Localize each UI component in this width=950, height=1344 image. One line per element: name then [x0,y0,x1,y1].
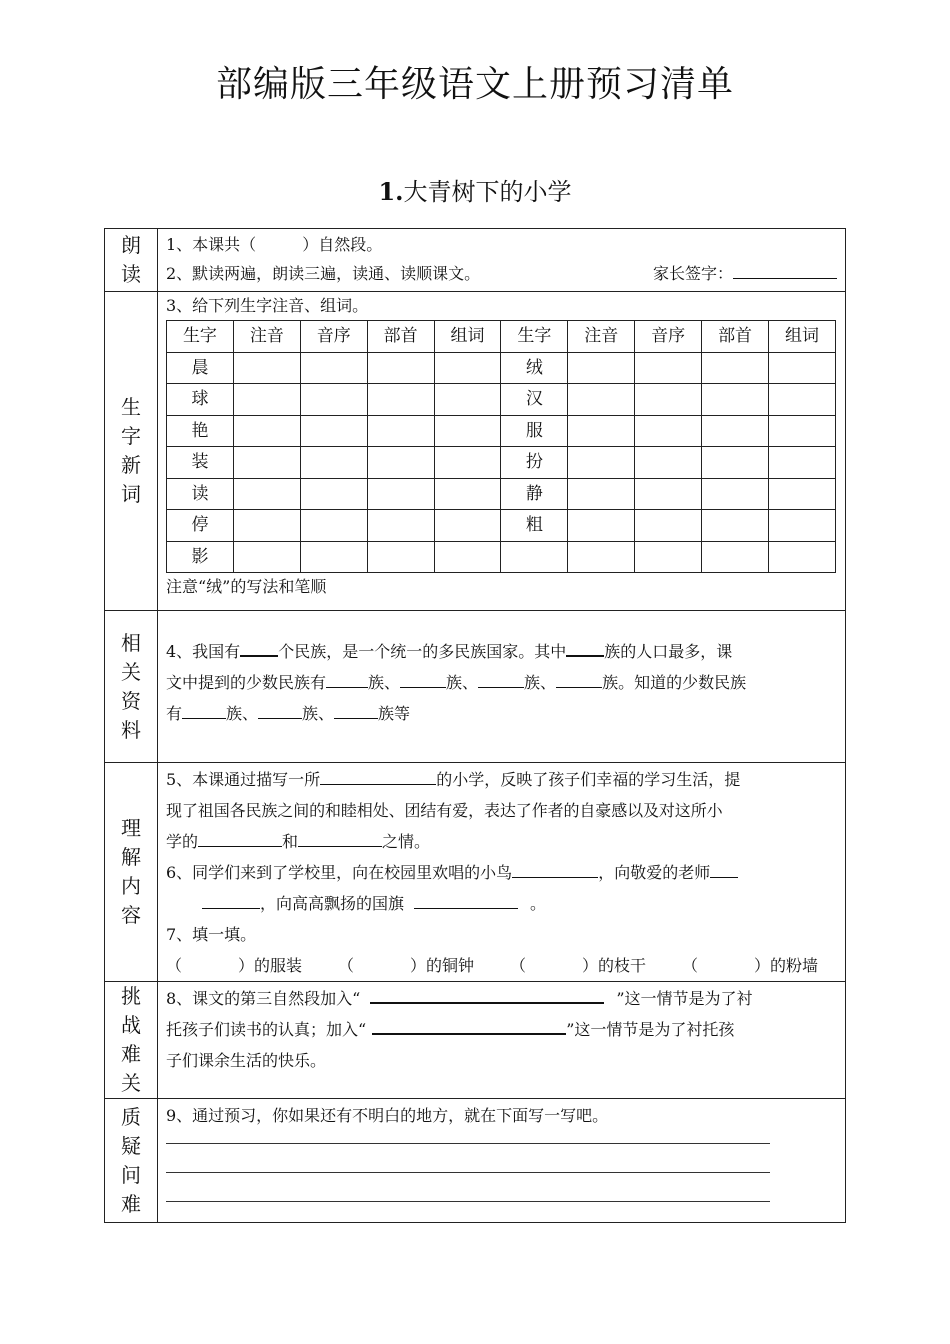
pinyin-cell[interactable] [233,478,300,510]
section-chars [105,292,846,611]
pinyin-cell[interactable] [568,541,635,573]
radical-cell[interactable] [702,352,769,384]
char-cell: 停 [167,510,234,542]
section-label-chars: 生字新词 [105,292,158,611]
order-cell[interactable] [300,447,367,479]
col-header: 生字 [501,321,568,353]
table-row [167,510,836,542]
pinyin-cell[interactable] [233,541,300,573]
order-cell[interactable] [635,415,702,447]
pinyin-cell[interactable] [233,510,300,542]
answer-blank[interactable] [258,700,302,719]
answer-blank[interactable] [320,766,436,785]
table-row [167,447,836,479]
answer-blank[interactable] [334,700,378,719]
word-cell[interactable] [769,541,836,573]
radical-cell[interactable] [367,352,434,384]
signature-blank[interactable] [733,260,837,279]
page-title: 部编版三年级语文上册预习清单 [215,64,734,105]
col-header: 注音 [568,321,635,353]
worksheet-table [104,228,846,1223]
answer-blank[interactable] [202,890,260,909]
radical-cell[interactable] [367,384,434,416]
word-cell[interactable] [769,384,836,416]
char-cell: 静 [501,478,568,510]
char-cell: 服 [501,415,568,447]
char-table [166,320,836,573]
question-6: 6、同学们来到了学校里，向在校园里欢唱的小鸟 ，向敬爱的老师 [166,857,837,888]
answer-blank[interactable] [326,669,368,688]
order-cell[interactable] [300,352,367,384]
char-cell: 晨 [167,352,234,384]
char-cell [501,541,568,573]
col-header: 部首 [702,321,769,353]
pinyin-cell[interactable] [233,352,300,384]
word-cell[interactable] [769,478,836,510]
pinyin-cell[interactable] [233,447,300,479]
answer-blank[interactable] [478,669,524,688]
answer-blank[interactable] [566,637,604,657]
question-7: 7、填一填。 [166,925,257,944]
lesson-name: 大青树下的小学 [403,178,572,206]
pinyin-cell[interactable] [233,415,300,447]
radical-cell[interactable] [367,415,434,447]
order-cell[interactable] [635,541,702,573]
word-cell[interactable] [434,352,501,384]
table-row [167,541,836,573]
word-cell[interactable] [434,510,501,542]
pinyin-cell[interactable] [568,352,635,384]
word-cell[interactable] [434,447,501,479]
radical-cell[interactable] [367,478,434,510]
table-row [167,415,836,447]
answer-blank[interactable] [400,669,446,688]
table-row [167,352,836,384]
answer-blank[interactable] [240,637,278,657]
char-cell: 艳 [167,415,234,447]
lesson-title [0,172,950,207]
section-label-question: 质疑问难 [105,1099,158,1223]
pinyin-cell[interactable] [568,447,635,479]
radical-cell[interactable] [702,478,769,510]
section-understand: 理解内容 5、本课通过描写一所 的小学，反映了孩子们幸福的学习生活，提 现了祖国各民族之间的和睦相处、团结有爱，表达了作者的自豪感以及对这所小 学的 和 之情。 6、同学们来到了学校里，向在校园里欢唱的小鸟 ，向敬爱的老师 ，向高高飘扬的国旗 。 7、填一填。 （ ）的服装 （ ）的铜钟 （ ）的枝干 （ ）的粉墙 [105,763,846,982]
writing-line[interactable] [166,1173,770,1202]
order-cell[interactable] [635,510,702,542]
section-label-understand: 理解内容 [105,763,158,982]
fill-row: （ ）的服装 （ ）的铜钟 （ ）的枝干 （ ）的粉墙 [166,956,819,975]
question-1: 1、本课共（ ）自然段。 [166,235,383,254]
char-cell: 绒 [501,352,568,384]
radical-cell[interactable] [367,447,434,479]
stroke-note: 注意“绒”的写法和笔顺 [166,577,327,596]
word-cell[interactable] [769,447,836,479]
order-cell[interactable] [635,447,702,479]
col-header: 音序 [635,321,702,353]
writing-line[interactable] [166,1131,770,1144]
section-read [105,229,846,292]
word-cell[interactable] [434,415,501,447]
radical-cell[interactable] [702,384,769,416]
order-cell[interactable] [635,352,702,384]
question-2: 2、默读两遍，朗读三遍，读通、读顺课文。 家长签字： [166,259,837,288]
order-cell[interactable] [300,478,367,510]
section-challenge [105,982,846,1099]
order-cell[interactable] [300,510,367,542]
char-cell: 影 [167,541,234,573]
question-3: 3、给下列生字注音、组词。 [166,296,369,315]
word-cell[interactable] [769,352,836,384]
char-cell: 球 [167,384,234,416]
radical-cell[interactable] [702,447,769,479]
radical-cell[interactable] [367,510,434,542]
col-header: 注音 [233,321,300,353]
word-cell[interactable] [434,478,501,510]
answer-blank[interactable] [198,828,282,847]
char-cell: 汉 [501,384,568,416]
char-cell: 粗 [501,510,568,542]
col-header: 组词 [769,321,836,353]
section-info [105,611,846,763]
order-cell[interactable] [635,384,702,416]
char-cell: 装 [167,447,234,479]
question-4: 4、我国有 个民族，是一个统一的多民族国家。其中 族的人口最多，课 文中提到的少数民族有 族、 族、 族、 族。知道的少数民族 有 族、 族、 族等 [158,611,845,729]
radical-cell[interactable] [702,541,769,573]
radical-cell[interactable] [702,510,769,542]
word-cell[interactable] [769,510,836,542]
pinyin-cell[interactable] [233,384,300,416]
order-cell[interactable] [300,541,367,573]
order-cell[interactable] [300,384,367,416]
question-5: 5、本课通过描写一所 的小学，反映了孩子们幸福的学习生活，提 [166,764,837,795]
radical-cell[interactable] [702,415,769,447]
pinyin-cell[interactable] [568,384,635,416]
table-row [167,478,836,510]
char-cell: 读 [167,478,234,510]
section-label-info: 相关资料 [105,611,158,763]
answer-blank[interactable] [182,700,226,719]
radical-cell[interactable] [367,541,434,573]
answer-blank[interactable] [512,859,598,878]
section-label-challenge: 挑战难关 [105,982,158,1099]
answer-blank[interactable] [710,859,738,878]
section-label-read: 朗读 [105,229,158,292]
pinyin-cell[interactable] [568,415,635,447]
char-table-header [167,321,836,353]
section-question [105,1099,846,1223]
answer-blank[interactable] [556,669,602,688]
table-row [167,384,836,416]
word-cell[interactable] [769,415,836,447]
col-header: 部首 [367,321,434,353]
col-header: 音序 [300,321,367,353]
lesson-number: 1. [378,177,404,206]
answer-blank[interactable] [414,890,518,909]
question-9: 9、通过预习，你如果还有不明白的地方，就在下面写一写吧。 [166,1106,609,1125]
char-cell: 扮 [501,447,568,479]
order-cell[interactable] [300,415,367,447]
col-header: 组词 [434,321,501,353]
question-8: 8、课文的第三自然段加入“ ”这一情节是为了衬 托孩子们读书的认真；加入“ ”这一情节是为了衬托孩 子们课余生活的快乐。 [158,982,845,1076]
answer-blank[interactable] [370,984,604,1004]
pinyin-cell[interactable] [568,510,635,542]
word-cell[interactable] [434,384,501,416]
col-header: 生字 [167,321,234,353]
parent-signature: 家长签字： [653,259,837,288]
order-cell[interactable] [635,478,702,510]
writing-line[interactable] [166,1144,770,1173]
pinyin-cell[interactable] [568,478,635,510]
word-cell[interactable] [434,541,501,573]
answer-blank[interactable] [298,828,382,847]
answer-blank[interactable] [372,1015,566,1035]
